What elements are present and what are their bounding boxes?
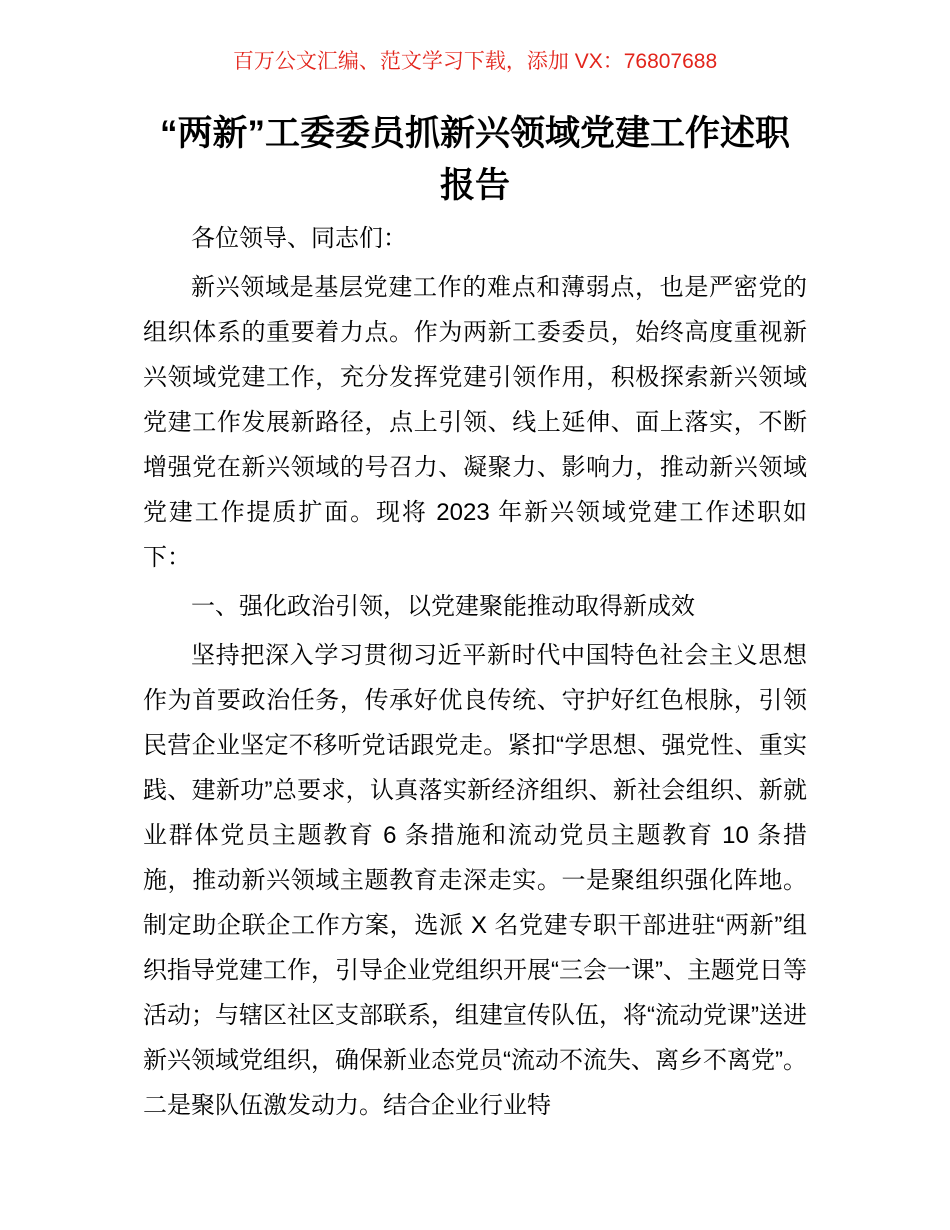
- salutation-paragraph: 各位领导、同志们：: [191, 225, 407, 252]
- section-1-paragraph: 坚持把深入学习贯彻习近平新时代中国特色社会主义思想作为首要政治任务，传承好优良传统、守护好红色根脉，引领民营企业坚定不移听党话跟党走。紧扣“学思想、强党性、重实践、建新功”总要求，认真落实新经济组织、新社会组织、新就业群体党员主题教育 6 条措施和流动党员主题教育 10 条措施，推动新兴领域主题教育走深走实。一是聚组织强化阵地。制定助企联企工作方案，选派 X 名党建专职干部进驻“两新”组织指导党建工作，引导企业党组织开展“三会一课”、主题党日等活动；与辖区社区支部联系，组建宣传队伍，将“流动党课”送进新兴领域党组织，确保新业态党员“流动不流失、离乡不离党”。二是聚队伍激发动力。结合企业行业特: [143, 642, 807, 1119]
- intro-paragraph: 新兴领域是基层党建工作的难点和薄弱点，也是严密党的组织体系的重要着力点。作为两新工委委员，始终高度重视新兴领域党建工作，充分发挥党建引领作用，积极探索新兴领域党建工作发展新路径，点上引领、线上延伸、面上落实，不断增强党在新兴领域的号召力、凝聚力、影响力，推动新兴领域党建工作提质扩面。现将 2023 年新兴领域党建工作述职如下：: [143, 274, 807, 571]
- header-note: 百万公文汇编、范文学习下载，添加 VX：76807688: [232, 50, 718, 73]
- document-title: “两新”工委委员抓新兴领域党建工作述职报告: [159, 114, 790, 205]
- section-heading-1: 一、强化政治引领，以党建聚能推动取得新成效: [191, 593, 695, 620]
